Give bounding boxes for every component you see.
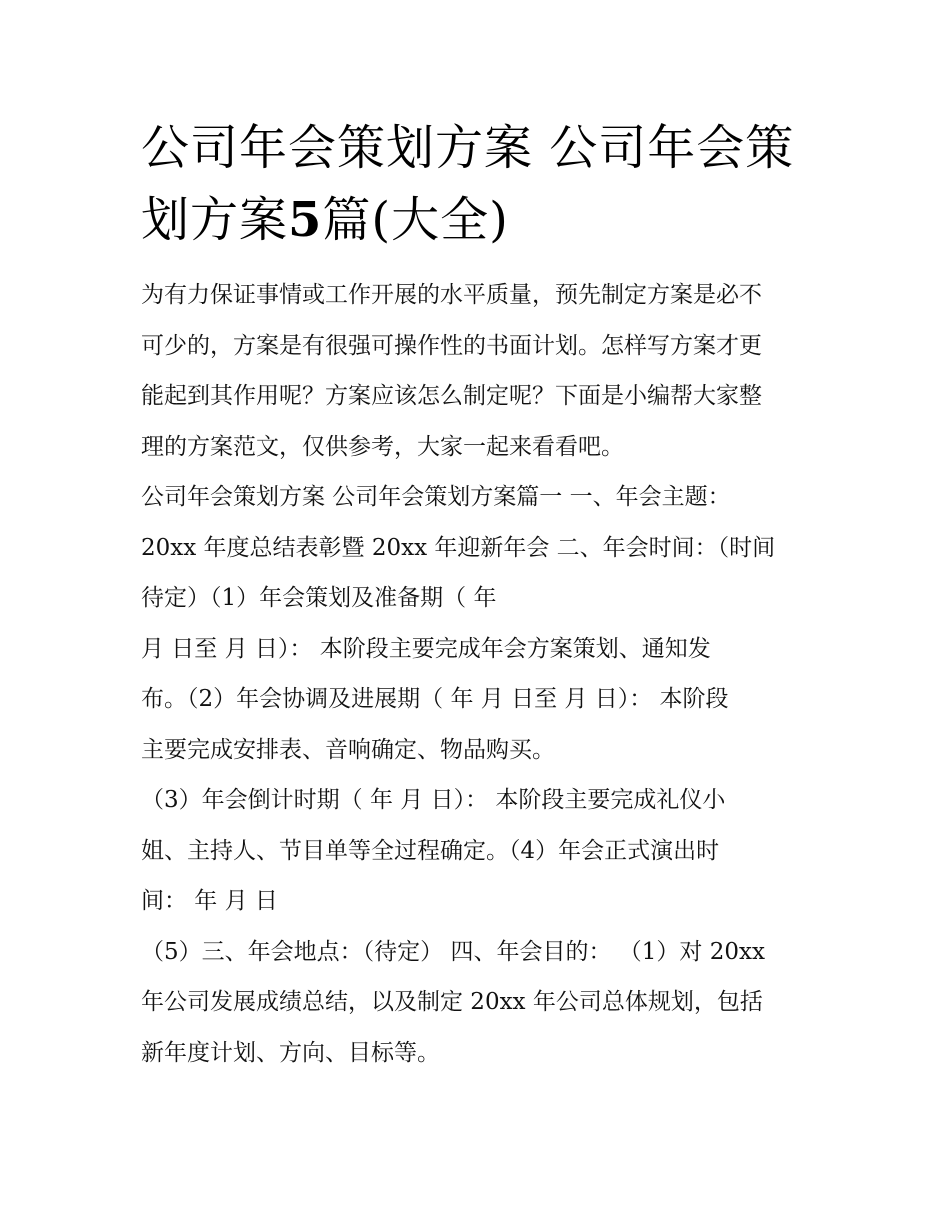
- body-line: （5）三、年会地点：（待定） 四、年会目的： （1）对 20xx: [141, 938, 765, 965]
- intro-paragraph: [141, 270, 821, 472]
- title-line-1: 公司年会策划方案 公司年会策: [141, 120, 795, 176]
- body-line: 待定）（1）年会策划及准备期（ 年: [141, 585, 497, 611]
- intro-line: 为有力保证事情或工作开展的水平质量，预先制定方案是必不: [141, 282, 762, 308]
- body-line: 主要完成安排表、音响确定、物品购买。: [141, 736, 555, 763]
- body-paragraph: [141, 472, 821, 1078]
- title-line-2-number: 5: [288, 192, 323, 248]
- body-line: 间： 年 月 日: [141, 888, 278, 914]
- intro-line: 理的方案范文，仅供参考，大家一起来看看吧。: [141, 433, 624, 460]
- body-line: 公司年会策划方案 公司年会策划方案篇一 一、年会主题：: [141, 484, 731, 510]
- intro-line: 可少的，方案是有很强可操作性的书面计划。怎样写方案才更: [141, 332, 762, 359]
- body-line: 年公司发展成绩总结，以及制定 20xx 年公司总体规划，包括: [141, 989, 763, 1015]
- body-line: 月 日至 月 日）： 本阶段主要完成年会方案策划、通知发: [141, 635, 711, 662]
- body-line: （3）年会倒计时期（ 年 月 日）： 本阶段主要完成礼仪小: [141, 787, 726, 813]
- body-line: 新年度计划、方向、目标等。: [141, 1039, 440, 1066]
- document-title: [141, 112, 821, 256]
- document-page: [141, 112, 821, 1078]
- body-line: 20xx 年度总结表彰暨 20xx 年迎新年会 二、年会时间：（时间: [141, 534, 776, 561]
- body-line: 姐、主持人、节目单等全过程确定。（4）年会正式演出时: [141, 837, 720, 864]
- title-line-2: [141, 184, 821, 256]
- title-line-2-part-a: 划方案: [141, 192, 289, 248]
- body-line: 布。（2）年会协调及进展期（ 年 月 日至 月 日）： 本阶段: [141, 686, 729, 712]
- intro-line: 能起到其作用呢？方案应该怎么制定呢？下面是小编帮大家整: [141, 383, 762, 409]
- title-line-2-part-c: 篇(大全): [322, 192, 509, 248]
